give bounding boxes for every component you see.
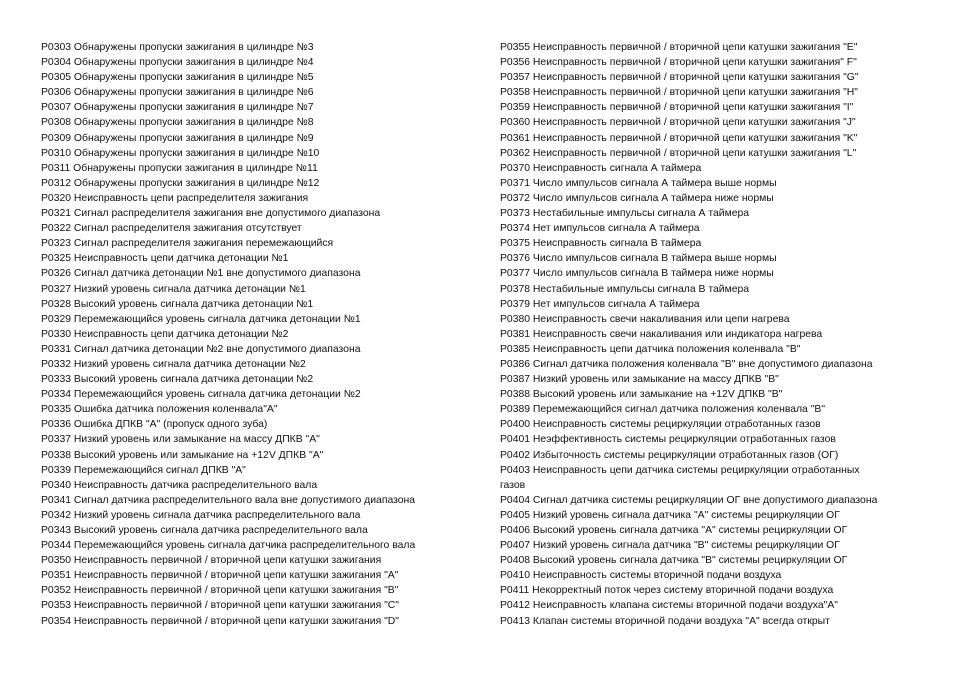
code-line: P0371 Число импульсов сигнала А таймера выше нормы	[500, 177, 777, 189]
code-line: P0350 Неисправность первичной / вторичной цепи катушки зажигания	[41, 555, 382, 567]
code-line: газов	[500, 479, 526, 491]
code-line: P0304 Обнаружены пропуски зажигания в цилиндре №4	[41, 57, 314, 69]
code-line: P0342 Низкий уровень сигнала датчика распределительного вала	[41, 509, 361, 521]
code-line: P0374 Нет импульсов сигнала А таймера	[500, 223, 700, 235]
code-line: P0323 Сигнал распределителя зажигания перемежающийся	[41, 238, 334, 250]
code-line: P0307 Обнаружены пропуски зажигания в цилиндре №7	[41, 102, 314, 114]
code-line: P0401 Неэффективность системы рециркуляции отработанных газов	[500, 434, 836, 446]
code-line: P0387 Низкий уровень или замыкание на массу ДПКВ "B"	[500, 374, 779, 386]
code-line: P0327 Низкий уровень сигнала датчика детонации №1	[41, 283, 306, 295]
code-line: P0330 Неисправность цепи датчика детонации №2	[41, 328, 289, 340]
code-line: P0309 Обнаружены пропуски зажигания в цилиндре №9	[41, 132, 314, 144]
code-line: P0370 Неисправность сигнала А таймера	[500, 162, 702, 174]
code-line: P0413 Клапан системы вторичной подачи воздуха "А" всегда открыт	[500, 615, 830, 627]
code-line: P0332 Низкий уровень сигнала датчика детонации №2	[41, 358, 306, 370]
code-line: P0410 Неисправность системы вторичной подачи воздуха	[500, 570, 782, 582]
code-line: P0338 Высокий уровень или замыкание на +12V ДПКВ "А"	[41, 449, 324, 461]
code-line: P0303 Обнаружены пропуски зажигания в цилиндре №3	[41, 42, 314, 53]
code-line: P0380 Неисправность свечи накаливания или цепи нагрева	[500, 313, 790, 325]
code-line: P0352 Неисправность первичной / вторичной цепи катушки зажигания "B"	[41, 585, 399, 597]
code-line: P0403 Неисправность цепи датчика системы рециркуляции отработанных	[500, 464, 860, 476]
code-line: P0311 Обнаружены пропуски зажигания в цилиндре №11	[41, 162, 318, 174]
code-line: P0359 Неисправность первичной / вторичной цепи катушки зажигания "I"	[500, 102, 854, 114]
code-line: P0331 Сигнал датчика детонации №2 вне допустимого диапазона	[41, 343, 361, 355]
code-line: P0375 Неисправность сигнала В таймера	[500, 238, 702, 250]
code-line: P0334 Перемежающийся уровень сигнала датчика детонации №2	[41, 389, 361, 401]
code-line: P0320 Неисправность цепи распределителя зажигания	[41, 192, 309, 204]
code-line: P0356 Неисправность первичной / вторичной цепи катушки зажигания" F"	[500, 57, 857, 69]
code-line: P0312 Обнаружены пропуски зажигания в цилиндре №12	[41, 177, 320, 189]
code-line: P0335 Ошибка датчика положения коленвала"А"	[41, 404, 278, 416]
code-line: P0321 Сигнал распределителя зажигания вне допустимого диапазона	[41, 208, 381, 220]
code-line: P0355 Неисправность первичной / вторичной цепи катушки зажигания "E"	[500, 42, 858, 53]
code-line: P0337 Низкий уровень или замыкание на массу ДПКВ "А"	[41, 434, 320, 446]
code-line: P0306 Обнаружены пропуски зажигания в цилиндре №6	[41, 87, 314, 99]
code-line: P0336 Ошибка ДПКВ "А" (пропуск одного зуба)	[41, 419, 268, 431]
code-line: P0407 Низкий уровень сигнала датчика "B" системы рециркуляции ОГ	[500, 540, 840, 552]
code-line: P0406 Высокий уровень сигнала датчика "A" системы рециркуляции ОГ	[500, 525, 848, 536]
code-line: P0353 Неисправность первичной / вторичной цепи катушки зажигания "C"	[41, 600, 399, 612]
code-line: P0310 Обнаружены пропуски зажигания в цилиндре №10	[41, 147, 320, 159]
code-line: P0333 Высокий уровень сигнала датчика детонации №2	[41, 374, 314, 386]
code-line: P0322 Сигнал распределителя зажигания отсутствует	[41, 223, 302, 235]
code-line: P0404 Сигнал датчика системы рециркуляции ОГ вне допустимого диапазона	[500, 494, 878, 506]
code-line: P0373 Нестабильные импульсы сигнала А таймера	[500, 208, 750, 220]
code-line: P0408 Высокий уровень сигнала датчика "B" системы рециркуляции ОГ	[500, 555, 848, 567]
left-code-column	[41, 40, 481, 629]
code-line: P0351 Неисправность первичной / вторичной цепи катушки зажигания "А"	[41, 570, 399, 582]
code-line: P0360 Неисправность первичной / вторичной цепи катушки зажигания "J"	[500, 117, 856, 129]
code-line: P0329 Перемежающийся уровень сигнала датчика детонации №1	[41, 313, 361, 325]
code-line: P0305 Обнаружены пропуски зажигания в цилиндре №5	[41, 72, 314, 84]
code-line: P0358 Неисправность первичной / вторичной цепи катушки зажигания "H"	[500, 87, 858, 99]
code-line: P0339 Перемежающийся сигнал ДПКВ "А"	[41, 464, 246, 476]
code-line: P0361 Неисправность первичной / вторичной цепи катушки зажигания "K"	[500, 132, 858, 144]
code-line: P0372 Число импульсов сигнала А таймера ниже нормы	[500, 192, 774, 204]
code-line: P0340 Неисправность датчика распределительного вала	[41, 479, 318, 491]
code-line: P0326 Сигнал датчика детонации №1 вне допустимого диапазона	[41, 268, 361, 280]
code-line: P0354 Неисправность первичной / вторичной цепи катушки зажигания "D"	[41, 615, 399, 627]
code-line: P0379 Нет импульсов сигнала А таймера	[500, 298, 700, 310]
code-line: P0325 Неисправность цепи датчика детонации №1	[41, 253, 289, 265]
code-line: P0388 Высокий уровень или замыкание на +12V ДПКВ "B"	[500, 389, 783, 401]
code-line: P0385 Неисправность цепи датчика положения коленвала "B"	[500, 343, 801, 355]
code-line: P0400 Неисправность системы рециркуляции отработанных газов	[500, 419, 821, 431]
right-code-column	[500, 40, 925, 629]
code-line: P0328 Высокий уровень сигнала датчика детонации №1	[41, 298, 314, 310]
code-line: P0381 Неисправность свечи накаливания или индикатора нагрева	[500, 328, 823, 340]
code-line: P0412 Неисправность клапана системы вторичной подачи воздуха"А"	[500, 600, 838, 612]
code-line: P0389 Перемежающийся сигнал датчика положения коленвала "B"	[500, 404, 826, 416]
code-line: P0386 Сигнал датчика положения коленвала "B" вне допустимого диапазона	[500, 358, 873, 370]
code-line: P0341 Сигнал датчика распределительного вала вне допустимого диапазона	[41, 494, 416, 506]
code-line: P0411 Некорректный поток через систему вторичной подачи воздуха	[500, 585, 834, 597]
code-line: P0377 Число импульсов сигнала В таймера ниже нормы	[500, 268, 774, 280]
code-line: P0362 Неисправность первичной / вторичной цепи катушки зажигания "L"	[500, 147, 857, 159]
code-line: P0378 Нестабильные импульсы сигнала В таймера	[500, 283, 750, 295]
code-line: P0343 Высокий уровень сигнала датчика распределительного вала	[41, 525, 368, 536]
code-line: P0376 Число импульсов сигнала В таймера выше нормы	[500, 253, 777, 265]
code-line: P0357 Неисправность первичной / вторичной цепи катушки зажигания "G"	[500, 72, 859, 84]
code-line: P0308 Обнаружены пропуски зажигания в цилиндре №8	[41, 117, 314, 129]
code-line: P0402 Избыточность системы рециркуляции отработанных газов (ОГ)	[500, 449, 839, 461]
code-line: P0344 Перемежающийся уровень сигнала датчика распределительного вала	[41, 540, 416, 552]
code-line: P0405 Низкий уровень сигнала датчика "A" системы рециркуляции ОГ	[500, 509, 840, 521]
